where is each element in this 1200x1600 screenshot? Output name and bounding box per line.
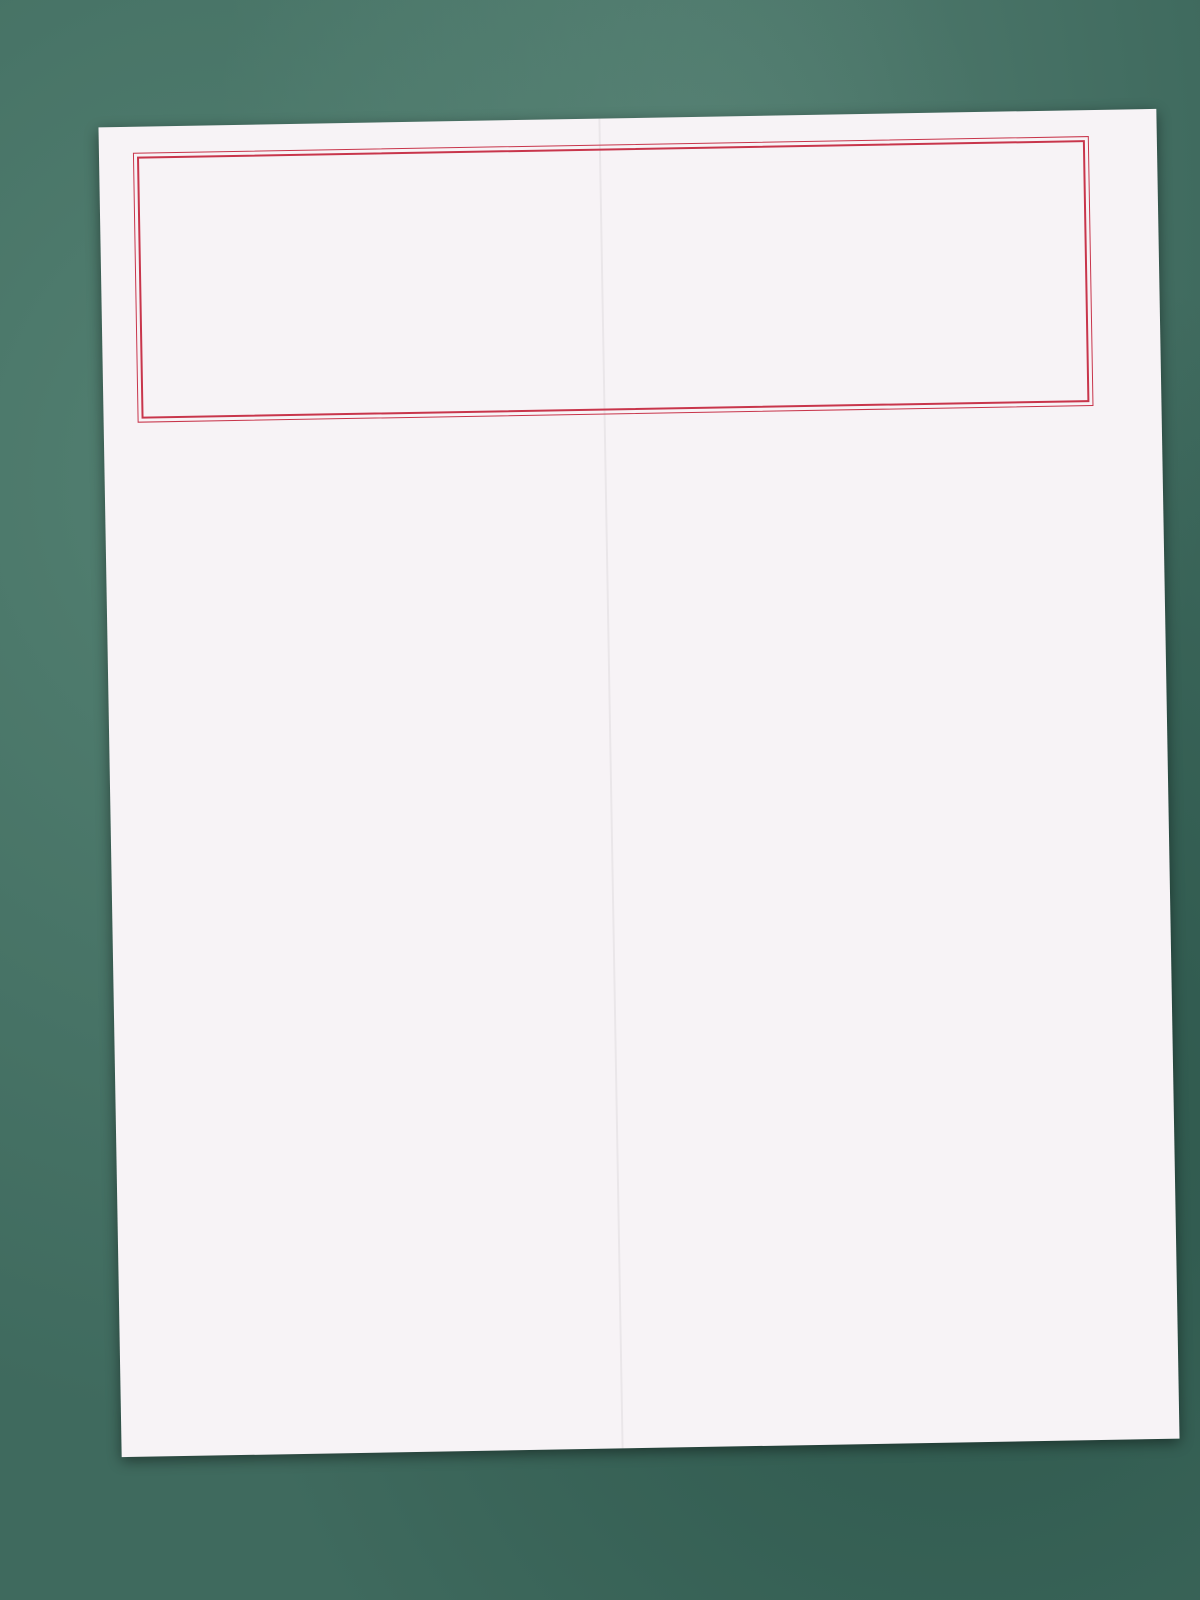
top-specials-box xyxy=(137,140,1089,419)
menu-paper xyxy=(98,109,1179,1457)
